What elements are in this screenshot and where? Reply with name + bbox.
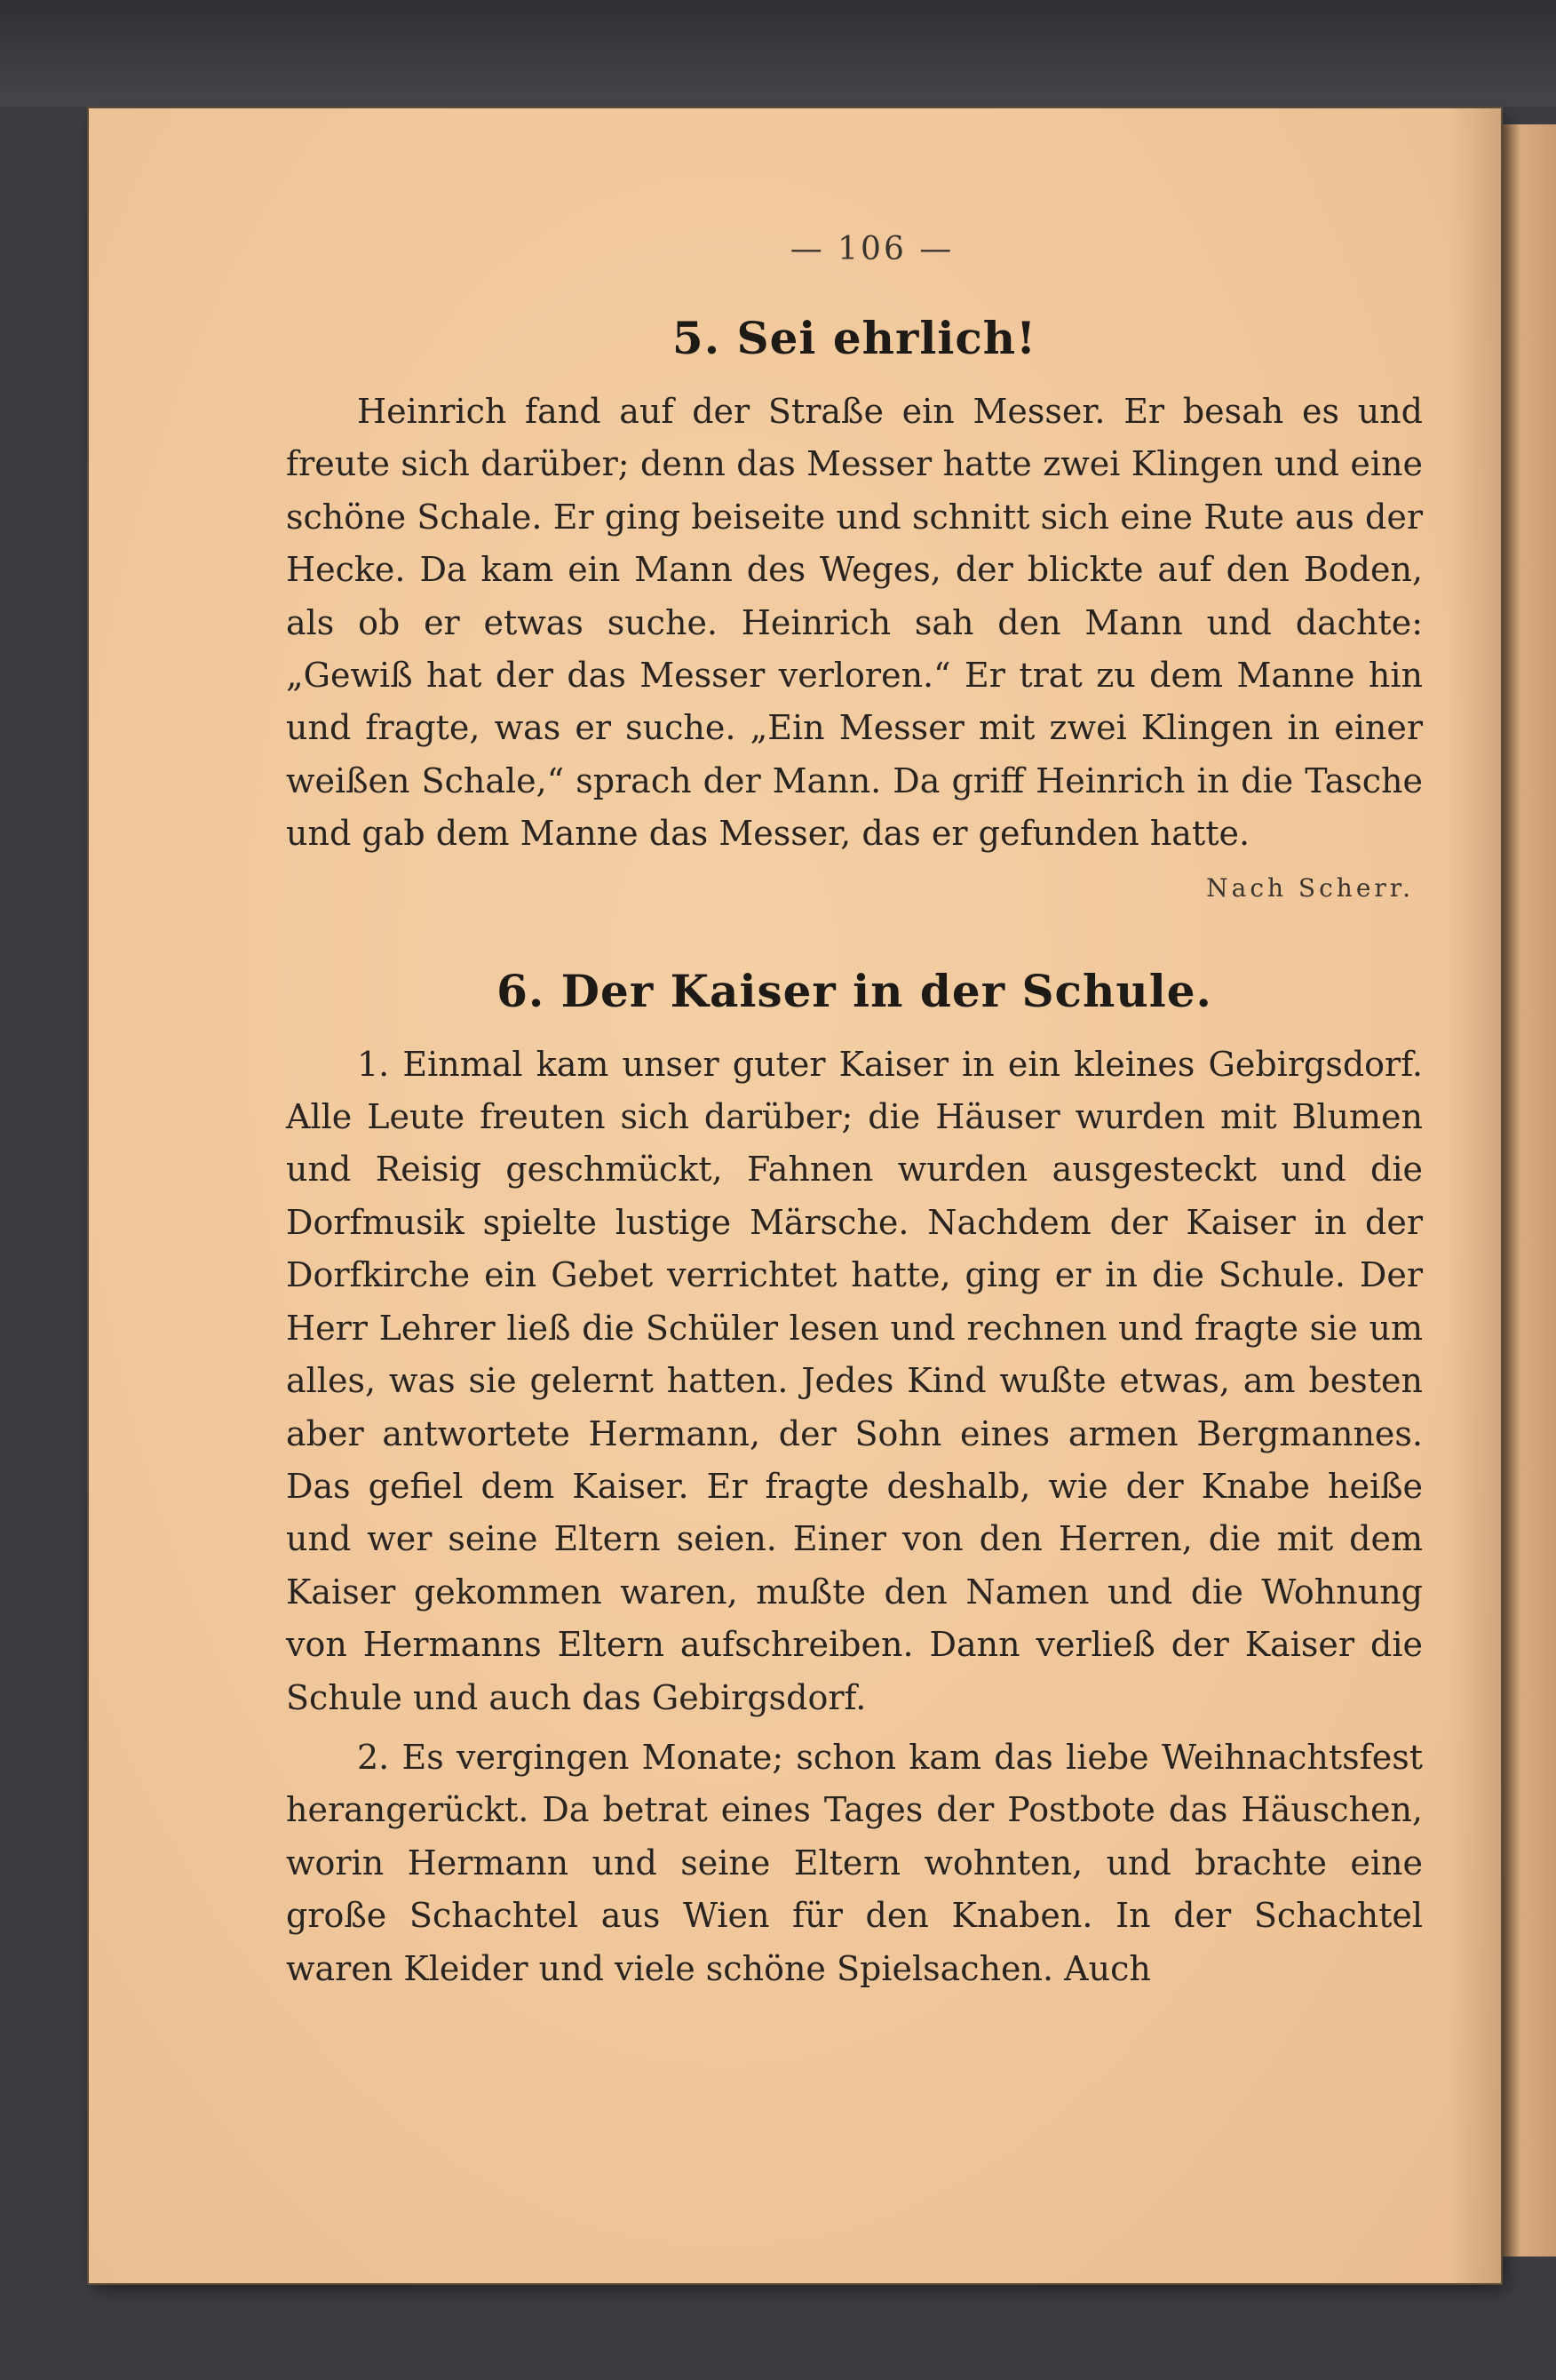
story-6-paragraph-1: 1. Einmal kam unser guter Kaiser in ein kleines Gebirgsdorf. Alle Leute freuten sich darüber; die Häuser wurden mit Blumen und Reisig geschmückt, Fahnen wurden ausgesteckt und die Dorfmusik spielte lustige Märsche. Nachdem der Kaiser in der Dorfkirche ein Gebet verrichtet hatte, ging er in die Schule. Der Herr Lehrer ließ die Schüler lesen und rechnen und fragte sie um alles, was sie gelernt hatten. Jedes Kind wußte etwas, am besten aber antwortete Hermann, der Sohn eines armen Bergmannes. Das gefiel dem Kaiser. Er fragte deshalb, wie der Knabe heiße und wer seine Eltern seien. Einer von den Herren, die mit dem Kaiser gekommen waren, mußte den Namen und die Wohnung von Hermanns Eltern aufschreiben. Dann verließ der Kaiser die Schule und auch das Gebirgsdorf. (286, 1044, 1423, 1717)
story-6-paragraph-2: 2. Es vergingen Monate; schon kam das liebe Weihnachtsfest herangerückt. Da betrat eines Tages der Postbote das Häuschen, worin Hermann und seine Eltern wohnten, und brachte eine große Schachtel aus Wien für den Knaben. In der Schachtel waren Kleider und viele schöne Spielsachen. Auch (286, 1737, 1423, 1988)
story-5-source: Nach Scherr. (1206, 872, 1414, 903)
page-number: — 106 — (790, 231, 955, 267)
story-6-title: 6. Der Kaiser in der Schule. (496, 964, 1212, 1017)
page-content (286, 213, 1423, 1995)
gutter-shadow (1448, 108, 1501, 2283)
next-page-edge (1501, 124, 1556, 2257)
scan-background (0, 0, 1556, 107)
story-5-title: 5. Sei ehrlich! (671, 312, 1037, 364)
story-5-text: Heinrich fand auf der Straße ein Messer. Er besah es und freute sich darüber; denn das Messer hatte zwei Klingen und eine schöne Schale. Er ging beiseite und schnitt sich eine Rute aus der Hecke. Da kam ein Mann des Weges, der blickte auf den Boden, als ob er etwas suche. Heinrich sah den Mann und dachte: „Gewiß hat der das Messer verloren.“ Er trat zu dem Manne hin und fragte, was er suche. „Ein Messer mit zwei Klingen in einer weißen Schale,“ sprach der Mann. Da griff Heinrich in die Tasche und gab dem Manne das Messer, das er gefunden hatte. (286, 392, 1423, 854)
